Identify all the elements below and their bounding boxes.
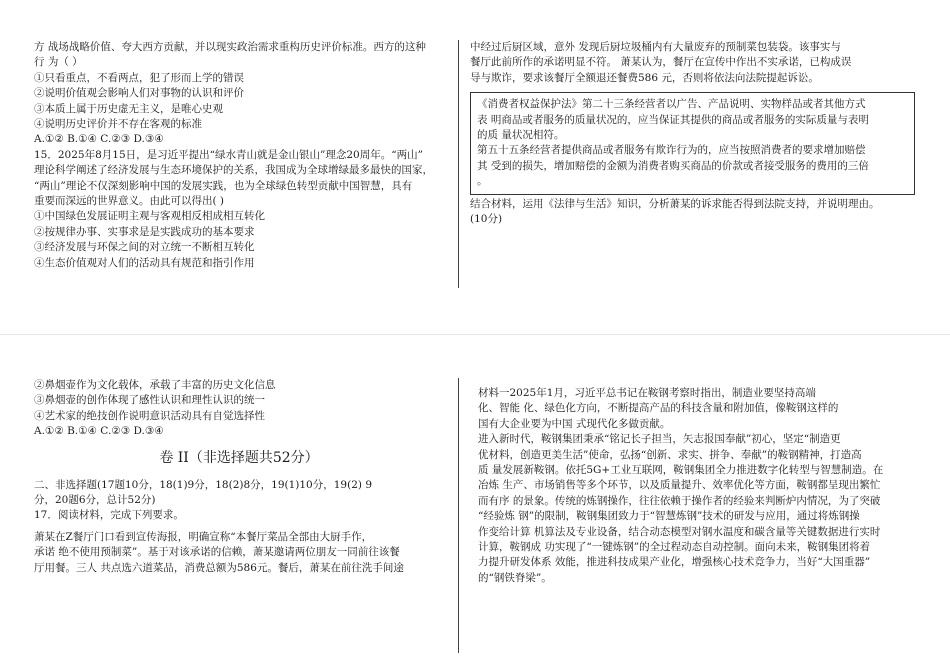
material-one-line: 冶炼 生产、市场销售等多个环节，以及质量提升、效率优化等方面，鞍钢都呈现出繁忙	[478, 479, 881, 492]
material-one-line: “经验炼 钢”的限制，鞍钢集团致力于“智慧炼钢”技术的研发与应用，通过将炼钢操	[478, 510, 860, 523]
q17-heading: 17．阅读材料，完成下列要求。	[34, 509, 184, 522]
material-one-line: 进入新时代，鞍钢集团秉承“铭记长子担当，矢志报国奉献”初心，坚定“制造更	[478, 433, 841, 446]
q14-option-line: ③本质上属于历史虚无主义，是唯心史观	[34, 102, 223, 115]
material-one-line: 国有大企业要为中国 式现代化多做贡献。	[478, 417, 671, 430]
q14-option-line: ②说明价值观会影响人们对事物的认识和评价	[34, 87, 244, 100]
material-one-line: 材料一2025年1月，习近平总书记在鞍钢考察时指出，制造业要坚持高端	[478, 387, 816, 399]
law-citation-box	[470, 92, 915, 194]
section-title: 卷 II（非选择题共52分）	[159, 449, 319, 466]
law-citation-line: 第五十五条经营者提供商品或者服务有欺诈行为的，应当按照消费者的要求增加赔偿	[477, 144, 866, 157]
q14-option-line: ④说明历史评价并不存在客观的标准	[34, 118, 202, 131]
q17-material-line: 餐厅此前所作的承诺明显不符。 萧某认为，餐厅在宣传中作出不实承诺，已构成误	[470, 56, 852, 69]
law-citation-line: 《消费者权益保护法》第二十三条经营者以广告、产品说明、实物样品或者其他方式	[477, 98, 866, 111]
q15-line: 理论科学阐述了经济发展与生态环境保护的关系，我国成为全球增绿最多最快的国家，	[34, 164, 433, 177]
upper-right-column	[470, 40, 915, 227]
law-citation-line: 其 受到的损失，增加赔偿的金额为消费者购买商品的价款或者接受服务的费用的三倍	[477, 159, 869, 172]
column-divider-bottom	[458, 378, 459, 653]
q14-answer-choices: A.①② B.①④ C.②③ D.③④	[34, 133, 164, 146]
material-one-line: 力提升研发体系 效能，推进科技成果产业化，增强核心技术竞争力，当好“大国重器”	[478, 556, 871, 569]
section-instruction-line: 二、非选择题(17题10分，18(1)9分，18(2)8分，19(1)10分，19(2) 9	[34, 478, 372, 491]
q17-material-line: 萧某在Z餐厅门口看到宣传海报，明确宣称“本餐厅菜品全部由大厨手作，	[34, 530, 373, 543]
q17-material-line: 导与欺诈，要求该餐厅全额退还餐费586 元，否则将依法向法院提起诉讼。	[470, 71, 819, 84]
material-one-line: 质 量发展新鞍钢。依托5G+工业互联网，鞍钢集团全力推进数字化转型与智慧制造。在	[478, 464, 884, 477]
q15-line: 15．2025年8月15日，是习近平提出“绿水青山就是金山银山”理念20周年。“两山”	[34, 148, 423, 161]
q17-material-line: 厅用餐。三人 共点选六道菜品，消费总额为586元。餐后，萧某在前往洗手间途	[34, 561, 404, 574]
answer-choices: A.①② B.①④ C.②③ D.③④	[34, 425, 164, 438]
q14-option-line: ①只看重点，不看两点，犯了形而上学的错误	[34, 71, 244, 84]
material-one-line: 的“钢铁脊梁”。	[478, 571, 552, 584]
q17-material-line: 中经过后厨区域，意外 发现后厨垃圾桶内有大量废弃的预制菜包装袋。该事实与	[470, 41, 841, 53]
section-instruction-line: 分，20题6分，总计52分)	[34, 494, 156, 507]
law-citation-line: 表 明商品或者服务的质量状况的，应当保证其提供的商品或者服务的实际质量与表明	[477, 113, 869, 126]
option-line: ②鼻烟壶作为文化载体，承载了丰富的历史文化信息	[34, 379, 276, 391]
q14-line: 方 战场战略价值、夸大西方贡献，并以现实政治需求重构历史评价标准。西方的这种	[34, 41, 426, 53]
material-one-line: 化、智能 化、绿色化方向，不断提高产品的科技含量和附加值，像鞍钢这样的	[478, 402, 839, 415]
q15-line: 重要而深远的世界意义。由此可以得出( )	[34, 195, 225, 208]
material-one-line: 作变给计算 机算法及专业设备，结合动态模型对钢水温度和碳含量等关键数据进行实时	[478, 525, 881, 538]
q15-option-line: ①中国绿色发展证明主观与客观相反相成相互转化	[34, 210, 265, 223]
column-divider-top	[458, 40, 459, 288]
q14-line: 行 为（ ）	[34, 56, 83, 69]
law-citation-line: 。	[477, 175, 488, 188]
q15-option-line: ②按规律办事、实事求是是实践成功的基本要求	[34, 225, 255, 238]
upper-left-column	[34, 40, 444, 271]
option-line: ④艺术家的绝技创作说明意识活动具有自觉选择性	[34, 409, 265, 422]
page-separator	[0, 334, 950, 335]
lower-right-column	[478, 386, 918, 586]
q17-material-line: 承诺 绝不使用预制菜”。基于对该承诺的信赖，萧某邀请两位朋友一同前往该餐	[34, 546, 400, 559]
lower-left-column	[34, 378, 444, 576]
material-one-line: 而有序 的景象。传统的炼钢操作，往往依赖于操作者的经验来判断炉内情况，为了突破	[478, 494, 881, 507]
q17-points: (10分)	[470, 213, 503, 226]
q15-option-line: ③经济发展与环保之间的对立统一不断相互转化	[34, 241, 255, 254]
material-one-line: 优材料，创造更美生活”使命，弘扬“创新、求实、拼争、奉献”的鞍钢精神，打造高	[478, 448, 862, 461]
material-one-line: 计算，鞍钢成 功实现了“一键炼钢”的全过程动态自动控制。面向未来，鞍钢集团将着	[478, 541, 871, 554]
q17-prompt-line: 结合材料，运用《法律与生活》知识，分析萧某的诉求能否得到法院支持，并说明理由。	[470, 197, 880, 210]
law-citation-line: 的质 量状况相符。	[477, 129, 565, 142]
option-line: ③鼻烟壶的创作体现了感性认识和理性认识的统一	[34, 394, 265, 407]
q15-option-line: ④生态价值观对人们的活动具有规范和指引作用	[34, 256, 255, 269]
q15-line: “两山”理论不仅深刻影响中国的发展实践，也为全球绿色转型贡献中国智慧，具有	[34, 179, 413, 192]
